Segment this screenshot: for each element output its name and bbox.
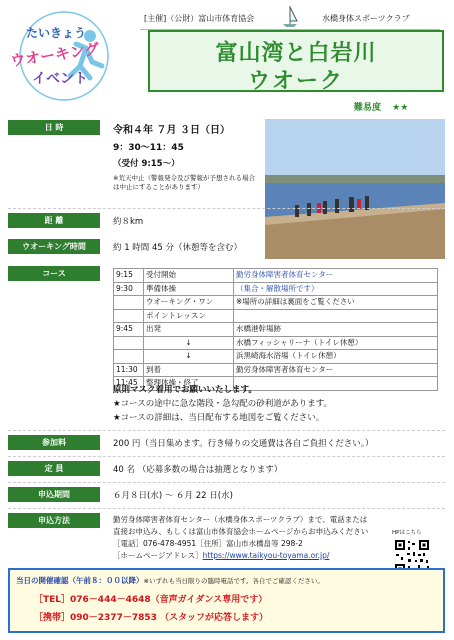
method-line2: 直接お申込み、もしくは富山市体育協会ホームページからお申込みください xyxy=(113,527,369,536)
club-name: 水橋身体スポーツクラブ xyxy=(322,14,410,23)
event-day-contact-box xyxy=(8,568,445,633)
table-row: 9:15 受付開始 勤労身体障害者体育センター xyxy=(114,269,438,283)
check-title: 当日の開催確認（午前８：００以降） xyxy=(16,576,144,585)
table-row: 9:45 出発 水橋港幹場跡 xyxy=(114,323,438,337)
method-line1: 勤労身体障害者体育センター（水橋身体スポーツクラブ）まで、電話または xyxy=(113,515,368,524)
event-title-line2: ウオーク xyxy=(247,69,344,94)
fee-label: 参加料 xyxy=(8,435,100,450)
table-row: 9:30 準備体操 （集合・解散場所です） xyxy=(114,282,438,296)
table-row: 11:30 到着 勤労身体障害者体育センター xyxy=(114,363,438,377)
event-logo xyxy=(6,6,126,106)
tel-line: ［TEL］076－444－4648（音声ガイダンス専用です） xyxy=(34,595,268,605)
capacity-value: 40 名 （応募多数の場合は抽選となります） xyxy=(113,465,283,475)
event-title-line1: 富山湾と白岩川 xyxy=(215,41,377,66)
table-row: ポイントレッスン xyxy=(114,309,438,323)
walk-time-label: ウオーキング時間 xyxy=(8,239,100,254)
homepage-label: ［ホームページアドレス］ xyxy=(113,551,203,560)
method-line4 xyxy=(113,550,329,561)
organizer-bar xyxy=(140,8,440,30)
method-label: 申込方法 xyxy=(8,513,100,528)
period-label: 申込期間 xyxy=(8,487,100,502)
check-note: ※いずれも当日限りの臨時電話です。各自でご確認ください。 xyxy=(143,577,324,585)
check-line xyxy=(16,575,324,586)
date-label: 日 時 xyxy=(8,120,100,135)
table-row: ↓ 水橋フィッシャリーナ（トイレ休憩） xyxy=(114,336,438,350)
logo-line2: ウオーキング xyxy=(9,39,101,71)
hp-label: HPはこちら xyxy=(392,530,422,536)
distance-value: 約８km xyxy=(113,217,144,227)
capacity-label: 定 員 xyxy=(8,461,100,476)
event-date: 令和４年 ７月 ３日（日） xyxy=(113,125,230,136)
course-label: コース xyxy=(8,266,100,281)
sailboat-icon xyxy=(280,4,300,28)
walking-photo xyxy=(265,119,445,259)
difficulty xyxy=(354,100,408,113)
period-value: ６月８日(水) ～ ６月 22 日(水) xyxy=(113,491,233,501)
table-row: ウオーキング・ワン ※場所の詳細は裏面をご覧ください xyxy=(114,296,438,310)
homepage-link[interactable]: https://www.taikyou-toyama.or.jp/ xyxy=(202,551,330,560)
table-row: 11:45 整理体操・終了 xyxy=(114,377,438,391)
weather-note: ※荒天中止（警報発令及び警報が予想される場合は中止にすることがあります） xyxy=(113,174,255,191)
organizer-label: [主催]（公財）富山市体育協会 xyxy=(144,14,255,23)
distance-label: 距 離 xyxy=(8,213,100,228)
mobile-line: ［携帯］090－2377－7853 （スタッフが応答します） xyxy=(34,613,269,623)
course-table xyxy=(113,268,438,391)
mask-note: 原則マスク着用でお願いいたします。 xyxy=(113,385,257,395)
difficulty-label: 難易度 xyxy=(354,103,382,113)
logo-line3: イベント xyxy=(32,71,88,87)
course-note2: ★コースの詳細は、当日配布する地図をご覧ください。 xyxy=(113,413,325,423)
course-note1: ★コースの途中に急な階段・急勾配の砂利道があります。 xyxy=(113,399,333,409)
event-time: 9：30～11：45 xyxy=(113,143,184,153)
method-line3: ［電話］076-478-4951［住所］富山市水橋畠等 298-2 xyxy=(113,539,303,548)
reception-time: （受付 9:15～） xyxy=(113,159,180,169)
logo-line1: たいきょう xyxy=(26,26,87,40)
difficulty-stars: ★★ xyxy=(392,103,409,113)
fee-value: 200 円（当日集めます。行き帰りの交通費は各自ご負担ください。） xyxy=(113,439,374,449)
table-row: ↓ 浜黒崎海水浴場（トイレ休憩） xyxy=(114,350,438,364)
walk-time-value: 約 1 時間 45 分（休憩等を含む） xyxy=(113,243,243,253)
event-title-box xyxy=(148,30,444,92)
